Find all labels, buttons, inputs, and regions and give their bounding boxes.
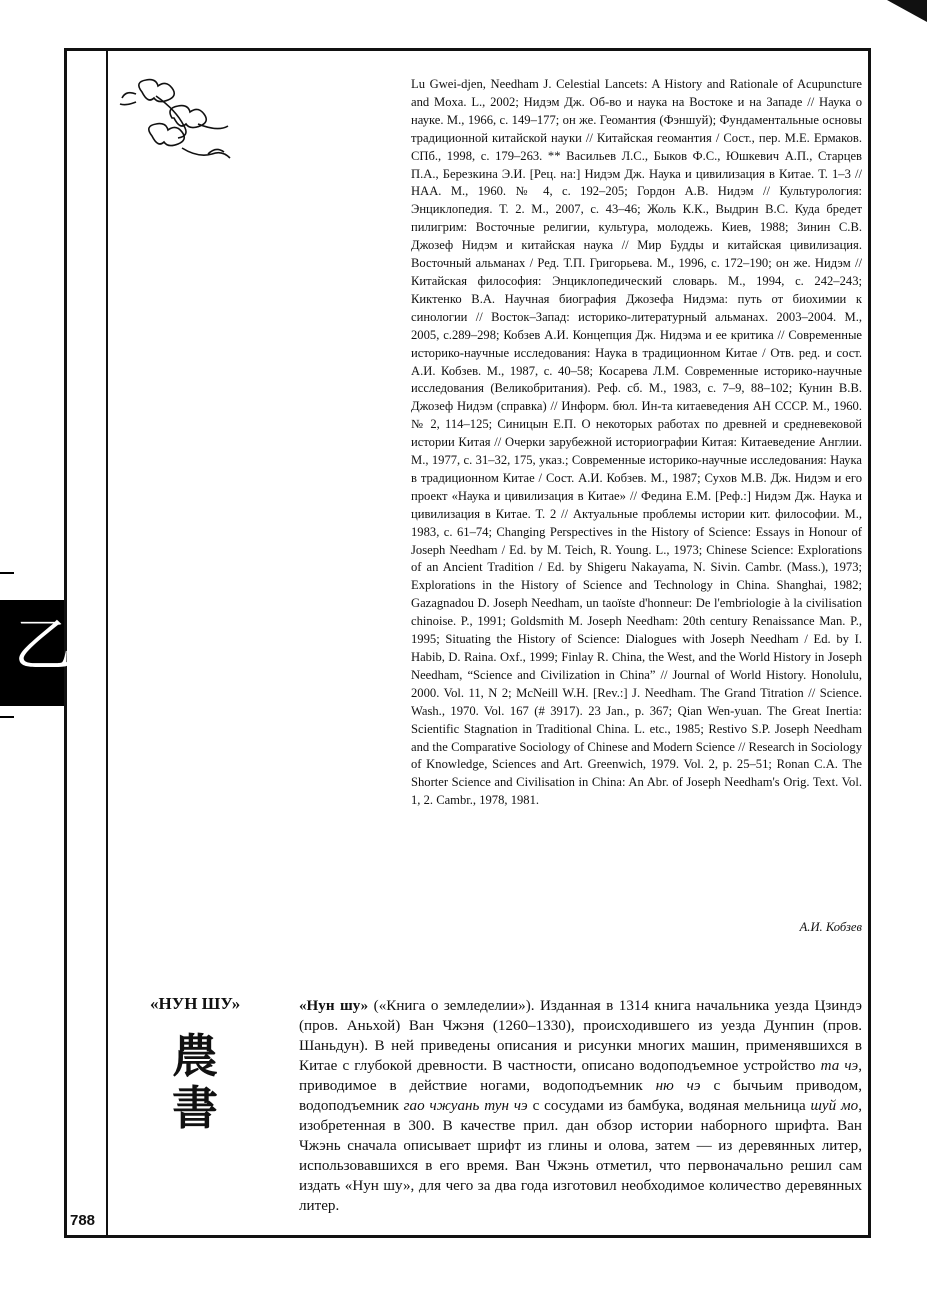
hanzi-glyphs: 農書	[172, 1029, 218, 1135]
article-text: с бычьим приводом, водоподъемник	[299, 1078, 862, 1114]
term: та чэ	[820, 1058, 859, 1074]
bibliography	[411, 76, 862, 810]
tab-tick	[0, 572, 14, 574]
margin-rule	[106, 48, 108, 1238]
page-number: 788	[70, 1212, 96, 1229]
term: шуй мо	[810, 1098, 859, 1114]
entry-hanzi	[172, 1030, 224, 1134]
article-text: , приводимое в действие ногами, водоподъемник	[299, 1058, 862, 1094]
entry-article	[299, 996, 862, 1216]
tab-tick	[0, 716, 14, 718]
term: ню чэ	[655, 1078, 701, 1094]
author-signature: А.И. Кобзев	[799, 920, 862, 934]
article-text: («Книга о земледелии»). Изданная в 1314 книга начальника уезда Цзиндэ (пров. Аньхой) Ван Чжэня (1260–1330), происходившего из уезда Дунпин (пров. Шаньдун). В ней приведены описания и рисунки многих машин, применявшихся в Китае с глубокой древности. В частности, описано водоподъемное устройство	[299, 998, 862, 1074]
bibliography-text: Lu Gwei-djen, Needham J. Celestial Lancets: A History and Rationale of Acupuncture and Moxa. L., 2002; Нидэм Дж. Об-во и наука на Востоке и на Западе // Наука о науке. М., 1966, с. 149–177; он же. Геомантия (Фэншуй); Фундаментальные основы традиционной китайской науки // Китайская геомантия / Сост., пер. М.Е. Ермаков. СПб., 1998, с. 179–263. ** Васильев Л.С., Быков Ф.С., Юшкевич А.П., Старцев П.А., Березкина Э.И. [Рец. на:] Нидэм Дж. Наука и цивилизация в Китае. Т. 1–3 // НАА. М., 1960. № 4, с. 192–205; Гордон А.В. Нидэм // Культурология: Энциклопедия. Т. 2. М., 2007, с. 43–46; Жоль К.К., Выдрин В.С. Куда бредет пилигрим: Восточные религии, культура, молодежь. Киев, 1988; Зинин С.В. Джозеф Нидэм и китайская наука // Мир Будды и китайская цивилизация. Восточный альманах / Ред. Т.П. Григорьева. М., 1996, с. 172–190; он же. Нидэм // Китайская философия: Энциклопедический словарь. М., 1994, с. 242–243; Киктенко В.А. Научная биография Джозефа Нидэма: путь от биохимии к синологии // Восток–Запад: историко-литературный альманах. 2003–2004. М., 2005, с.289–298; Кобзев А.И. Концепция Дж. Нидэма и ее критика // Современные историко-научные исследования: Наука в традиционном Китае / Отв. ред. и сост. А.И. Кобзев. М., 1987, с. 40–58; Косарева Л.М. Современные историко-научные исследования (Великобритания). Реф. сб. М., 1983, с. 7–9, 88–102; Кунин В.В. Джозеф Нидэм (справка) // Информ. бюл. Ин-та китаеведения АН СССР. М., 1960. № 2, 114–125; Синицын Е.П. О некоторых работах по древней и средневековой истории Китая // Очерки зарубежной историографии Китая: Китаеведение Англии. М., 1977, с. 31–32, 175, указ.; Современные историко-научные исследования: Наука в традиционном Китае / Сост. А.И. Кобзев. М., 1987; Сухов М.В. Дж. Нидэм и его проект «Наука и цивилизация в Китае» // Федина Е.М. [Реф.:] Нидэм Дж. Наука и цивилизация в Китае. Т. 2 // Актуальные проблемы истории кит. философии. М., 1983, с. 61–74; Changing Perspectives in the History of Science: Essays in Honour of Joseph Needham / Ed. by M. Teich, R. Young. L., 1973; Chinese Science: Explorations of an Ancient Tradition / Ed. by Shigeru Nakayama, N. Sivin. Cambr. (Mass.), 1973; Explorations in the History of Science and Technology in China. Shanghai, 1982; Gazagnadou D. Joseph Needham, un taoïste d'honneur: De l'embriologie à la civilisation chinoise. P., 1991; Goldsmith M. Joseph Needham: 20th century Renaissance Man. P., 1995; Situating the History of Science: Dialogues with Joseph Needham / Ed. by I. Habib, D. Raina. Oxf., 1999; Finlay R. China, the West, and the World History in Joseph Needham, “Science and Civilization in China” // Journal of World History. Honolulu, 2000. Vol. 11, N 2; McNeill W.H. [Rev.:] J. Needham. The Grand Titration // Science. Wash., 1970. Vol. 167 (# 3917). 23 Jan., p. 367; Qian Wen-yuan. The Great Inertia: Scientific Stagnation in Traditional China. L. etc., 1985; Restivo S.P. Joseph Needham and the Comparative Sociology of Chinese and Modern Science // Research in Sociology of Knowledge, Sciences and Art. Greenwich, 1979. Vol. 2, p. 25–51; Ronan C.A. The Shorter Science and Civilisation in China: An Abr. of Joseph Needham's Orig. Text. Vol. 1, 2. Cambr., 1978, 1981.	[411, 77, 862, 808]
article-paragraph	[299, 996, 862, 1216]
entry-heading: «НУН ШУ»	[150, 994, 241, 1013]
term: гао чжуань тун чэ	[403, 1098, 528, 1114]
lead-term: «Нун шу»	[299, 998, 369, 1014]
article-text: , изобретенная в 300. В качестве прил. дан обзор истории наборного шрифта. Ван Чжэнь сначала описывает шрифт из глины и олова, затем — из деревянных литер, использовавшихся в его время. Ван Чжэнь отметил, что первоначально решил сам издать «Нун шу», для чего за два года изготовил необходимое количество деревянных литер.	[299, 1098, 862, 1214]
section-tab-glyph: 乙	[14, 611, 73, 679]
cloud-scroll-icon	[112, 74, 242, 174]
section-tab	[0, 600, 73, 706]
corner-mark	[887, 0, 927, 22]
article-text: с сосудами из бамбука, водяная мельница	[527, 1098, 811, 1114]
